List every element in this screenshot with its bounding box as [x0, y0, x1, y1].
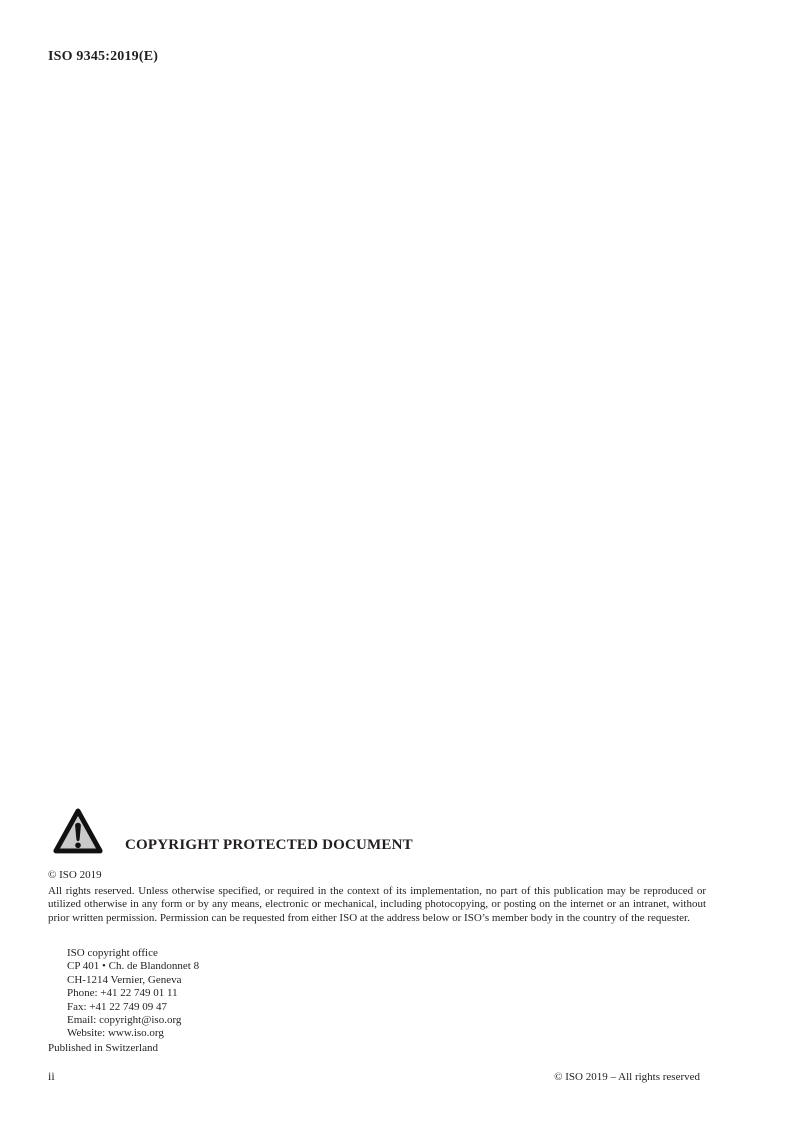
- address-line-city: CH-1214 Vernier, Geneva: [67, 973, 182, 986]
- footer-copyright-notice: © ISO 2019 – All rights reserved: [554, 1071, 700, 1083]
- published-in-switzerland-line: Published in Switzerland: [48, 1042, 158, 1054]
- document-reference-header: ISO 9345:2019(E): [48, 49, 159, 64]
- rights-reserved-paragraph: All rights reserved. Unless otherwise specified, or required in the context of its implementation, no part of this publication may be reproduced or utilized otherwise in any form or by any means, electronic or mechanical, including photocopying, or posting on the internet or an intranet, without prior written permission. Permission can be requested from either ISO at the address below or ISO’s member body in the country of the requester.: [48, 885, 706, 924]
- footer-page-number: ii: [48, 1069, 55, 1083]
- copyright-protected-heading: COPYRIGHT PROTECTED DOCUMENT: [125, 837, 413, 853]
- address-line-street: CP 401 • Ch. de Blandonnet 8: [67, 960, 200, 973]
- address-line-fax: Fax: +41 22 749 09 47: [67, 1000, 168, 1013]
- address-line-office: ISO copyright office: [67, 947, 158, 959]
- warning-triangle-icon: [51, 805, 105, 858]
- address-line-phone: Phone: +41 22 749 01 11: [67, 987, 178, 1000]
- address-line-website: Website: www.iso.org: [67, 1027, 164, 1040]
- copyright-year-line: © ISO 2019: [48, 869, 102, 881]
- iso-address-block: [67, 947, 199, 1041]
- address-line-email: Email: copyright@iso.org: [67, 1014, 182, 1027]
